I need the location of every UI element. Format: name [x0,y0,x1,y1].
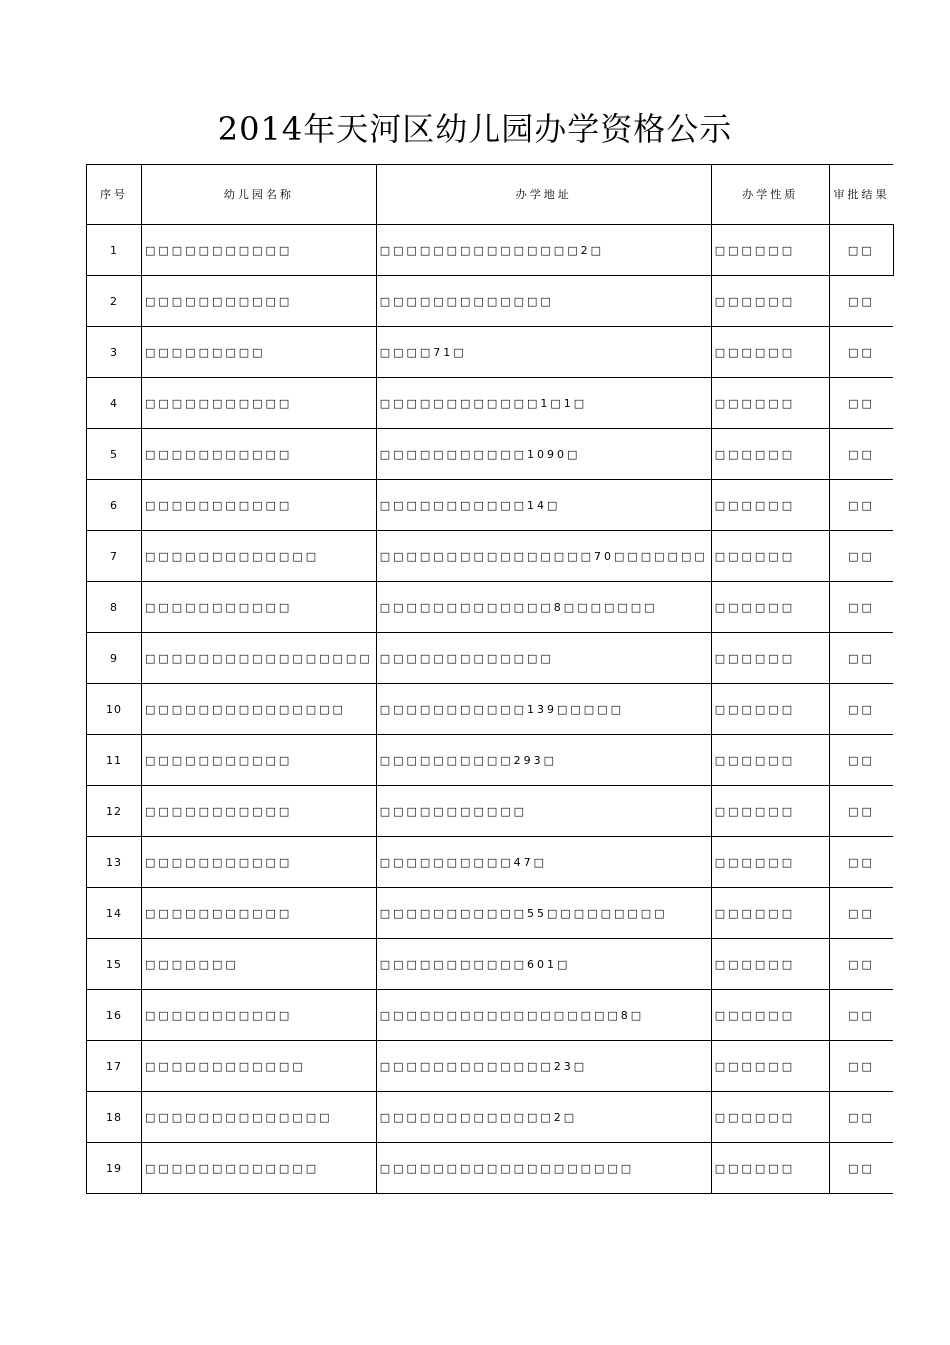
header-address: 办学地址 [376,165,711,225]
cell-type: □□□□□□ [711,225,829,276]
cell-address: □□□□□□□□□□□□□ [376,633,711,684]
cell-type: □□□□□□ [711,684,829,735]
table-row [87,1092,894,1143]
cell-type: □□□□□□ [711,1143,829,1194]
cell-result: □□ [829,1092,893,1143]
table-row [87,225,894,276]
cell-type: □□□□□□ [711,990,829,1041]
cell-index: 6 [87,480,142,531]
cell-name: □□□□□□□□□ [142,327,377,378]
cell-result: □□ [829,582,893,633]
cell-name: □□□□□□□□□□□ [142,276,377,327]
cell-name: □□□□□□□□□□□□□□□□□ [142,633,377,684]
cell-index: 4 [87,378,142,429]
cell-result: □□ [829,1041,893,1092]
cell-name: □□□□□□□□□□□ [142,225,377,276]
cell-type: □□□□□□ [711,480,829,531]
cell-result: □□ [829,786,893,837]
table-row [87,582,894,633]
table-row [87,786,894,837]
cell-type: □□□□□□ [711,888,829,939]
cell-type: □□□□□□ [711,378,829,429]
cell-index: 5 [87,429,142,480]
cell-index: 17 [87,1041,142,1092]
cell-name: □□□□□□□□□□□ [142,480,377,531]
cell-type: □□□□□□ [711,939,829,990]
cell-result: □□ [829,531,893,582]
cell-index: 12 [87,786,142,837]
cell-result: □□ [829,327,893,378]
cell-index: 9 [87,633,142,684]
cell-address: □□□□□□□□□□□□□23□ [376,1041,711,1092]
table-row [87,276,894,327]
cell-index: 11 [87,735,142,786]
cell-result: □□ [829,1143,893,1194]
cell-name: □□□□□□□□□□□ [142,429,377,480]
cell-result: □□ [829,225,893,276]
cell-index: 14 [87,888,142,939]
header-name: 幼儿园名称 [142,165,377,225]
cell-result: □□ [829,276,893,327]
table-row [87,480,894,531]
cell-type: □□□□□□ [711,1041,829,1092]
cell-index: 10 [87,684,142,735]
cell-name: □□□□□□□□□□□□□□ [142,1092,377,1143]
cell-index: 19 [87,1143,142,1194]
cell-name: □□□□□□□□□□□ [142,582,377,633]
cell-index: 18 [87,1092,142,1143]
cell-name: □□□□□□□□□□□□□□□ [142,684,377,735]
cell-result: □□ [829,888,893,939]
cell-name: □□□□□□□□□□□□□ [142,531,377,582]
cell-index: 3 [87,327,142,378]
table-row [87,684,894,735]
cell-index: 2 [87,276,142,327]
cell-type: □□□□□□ [711,633,829,684]
cell-address: □□□□□□□□□□□□□□□□70□□□□□□□ [376,531,711,582]
header-type: 办学性质 [711,165,829,225]
table-row [87,888,894,939]
cell-name: □□□□□□□□□□□ [142,837,377,888]
cell-name: □□□□□□□□□□□ [142,378,377,429]
cell-type: □□□□□□ [711,582,829,633]
cell-type: □□□□□□ [711,1092,829,1143]
cell-result: □□ [829,939,893,990]
header-result: 审批结果 [829,165,893,225]
cell-type: □□□□□□ [711,786,829,837]
cell-address: □□□□□□□□□□□□□8□□□□□□□ [376,582,711,633]
cell-name: □□□□□□□□□□□ [142,888,377,939]
cell-result: □□ [829,735,893,786]
cell-name: □□□□□□□□□□□ [142,786,377,837]
cell-index: 1 [87,225,142,276]
cell-index: 16 [87,990,142,1041]
cell-address: □□□□□□□□□□□139□□□□□ [376,684,711,735]
header-index: 序号 [87,165,142,225]
table-row [87,990,894,1041]
cell-index: 8 [87,582,142,633]
qualification-table [86,164,894,1194]
table-row [87,735,894,786]
cell-address: □□□□□□□□□□□ [376,786,711,837]
table-header-row [87,165,894,225]
cell-address: □□□□71□ [376,327,711,378]
table-row [87,429,894,480]
page-title: 2014年天河区幼儿园办学资格公示 [217,110,733,148]
cell-result: □□ [829,429,893,480]
cell-address: □□□□□□□□□□□□□ [376,276,711,327]
cell-name: □□□□□□□□□□□□□ [142,1143,377,1194]
cell-type: □□□□□□ [711,837,829,888]
table-row [87,1041,894,1092]
cell-address: □□□□□□□□□□□□1□1□ [376,378,711,429]
table-row [87,633,894,684]
cell-type: □□□□□□ [711,327,829,378]
cell-result: □□ [829,633,893,684]
cell-index: 15 [87,939,142,990]
cell-index: 13 [87,837,142,888]
cell-type: □□□□□□ [711,531,829,582]
cell-result: □□ [829,684,893,735]
cell-address: □□□□□□□□□□293□ [376,735,711,786]
cell-address: □□□□□□□□□□□□□□□□□□8□ [376,990,711,1041]
cell-type: □□□□□□ [711,429,829,480]
cell-address: □□□□□□□□□□□601□ [376,939,711,990]
cell-result: □□ [829,837,893,888]
cell-address: □□□□□□□□□□□□□□□2□ [376,225,711,276]
cell-address: □□□□□□□□□□□□□□□□□□□ [376,1143,711,1194]
cell-name: □□□□□□□□□□□ [142,990,377,1041]
cell-result: □□ [829,990,893,1041]
cell-type: □□□□□□ [711,735,829,786]
cell-address: □□□□□□□□□□□□□2□ [376,1092,711,1143]
table-row [87,531,894,582]
cell-index: 7 [87,531,142,582]
cell-name: □□□□□□□□□□□□ [142,1041,377,1092]
cell-name: □□□□□□□ [142,939,377,990]
table-row [87,378,894,429]
cell-result: □□ [829,480,893,531]
table-row [87,1143,894,1194]
cell-address: □□□□□□□□□□□55□□□□□□□□□ [376,888,711,939]
cell-address: □□□□□□□□□□47□ [376,837,711,888]
table-row [87,837,894,888]
cell-type: □□□□□□ [711,276,829,327]
table-row [87,939,894,990]
cell-result: □□ [829,378,893,429]
cell-address: □□□□□□□□□□□1090□ [376,429,711,480]
table-row [87,327,894,378]
cell-name: □□□□□□□□□□□ [142,735,377,786]
cell-address: □□□□□□□□□□□14□ [376,480,711,531]
